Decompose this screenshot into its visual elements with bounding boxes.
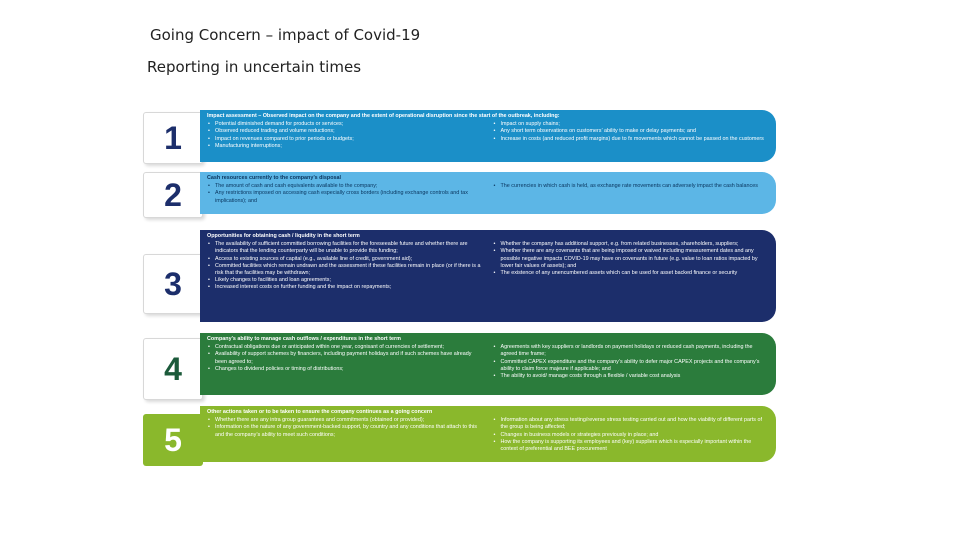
section-5-heading: Other actions taken or to be taken to ensure the company continues as a going concern (207, 409, 433, 415)
list-item: • Committed CAPEX expenditure and the company’s ability to defer major CAPEX projects and the company’s ability to claim force majeure if applicable; and (493, 359, 769, 373)
list-item: • Whether the company has additional support, e.g. from related businesses, shareholders, suppliers; (493, 241, 769, 248)
section-2-heading: Cash resources currently to the company’s disposal (207, 175, 342, 181)
list-item: • Impact on supply chains; (493, 121, 769, 128)
list-item: • Committed facilities which remain undrawn and the assessment if these facilities remain in place (or if there is a risk that the facilities may be withdrawn; (207, 263, 483, 277)
section-1-heading: Impact assessment – Observed impact on the company and the extent of operational disruption since the start of the outbreak, including: (207, 113, 560, 119)
section-2-panel (200, 172, 776, 214)
list-item: • Availability of support schemes by financiers, including payment holidays and if such schemes have already been agreed to; (207, 351, 483, 365)
list-item: • Likely changes to facilities and loan agreements; (207, 277, 483, 284)
list-item: • Manufacturing interruptions; (207, 143, 483, 150)
list-item: • Agreements with key suppliers or landlords on payment holidays or reduced cash payments, including the agreed time frame; (493, 344, 769, 358)
list-item: • Impact on revenues compared to prior periods or budgets; (207, 136, 483, 143)
list-item: • Changes in business models or strategies previously in place; and (493, 432, 769, 439)
list-item: • Access to existing sources of capital (e.g., available line of credit, government aid); (207, 256, 483, 263)
section-number-2: 2 (143, 172, 203, 218)
section-number-5: 5 (143, 414, 203, 466)
section-number-4: 4 (143, 338, 203, 400)
list-item: • The existence of any unencumbered assets which can be used for asset backed finance or security (493, 270, 769, 277)
list-item: • How the company is supporting its employees and (key) suppliers which is especially important within the context of preferential and BEE procurement (493, 439, 769, 453)
slide-subtitle: Reporting in uncertain times (147, 58, 362, 76)
list-item: • The amount of cash and cash equivalents available to the company; (207, 183, 483, 190)
list-item: • Whether there are any intra group guarantees and commitments (obtained or provided); (207, 417, 483, 424)
section-4-panel (200, 333, 776, 395)
list-item: • Contractual obligations due or anticipated within one year, cognisant of currencies of settlement; (207, 344, 483, 351)
section-4-heading: Company’s ability to manage cash outflows / expenditures in the short term (207, 336, 401, 342)
list-item: • Increase in costs (and reduced profit margins) due to fx movements which cannot be passed on the customers (493, 136, 769, 143)
list-item: • Information about any stress testing/reverse stress testing carried out and how the viability of different parts of the group is being affected; (493, 417, 769, 431)
section-number-3: 3 (143, 254, 203, 314)
list-item: • Observed reduced trading and volume reductions; (207, 128, 483, 135)
slide-title: Going Concern – impact of Covid-19 (150, 26, 421, 44)
section-3-heading: Opportunities for obtaining cash / liquidity in the short term (207, 233, 360, 239)
list-item: • Changes to dividend policies or timing of distributions; (207, 366, 483, 373)
section-5-panel (200, 406, 776, 462)
list-item: • Any restrictions imposed on accessing cash especially cross borders (including exchange controls and tax implications); and (207, 190, 483, 204)
list-item: • Whether there are any covenants that are being imposed or waived including measurement dates and any possible negative impacts COVID-19 may have on covenants in future (e.g. value to loan ratios impacted by lower fair values of assets); and (493, 248, 769, 270)
list-item: • Any short term observations on customers’ ability to make or delay payments; and (493, 128, 769, 135)
section-1-panel (200, 110, 776, 162)
list-item: • The availability of sufficient committed borrowing facilities for the foreseeable future and whether there are indicators that the lending counterparty will be unable to provide this funding; (207, 241, 483, 255)
list-item: • The currencies in which cash is held, as exchange rate movements can adversely impact the cash balances (493, 183, 769, 190)
section-3-panel (200, 230, 776, 322)
list-item: • The ability to avoid/ manage costs through a flexible / variable cost analysis (493, 373, 769, 380)
list-item: • Increased interest costs on further funding and the impact on repayments; (207, 284, 483, 291)
section-number-1: 1 (143, 112, 203, 164)
list-item: • Potential diminished demand for products or services; (207, 121, 483, 128)
list-item: • Information on the nature of any government-backed support, by country and any conditions that attach to this and the company’s ability to meet such conditions; (207, 424, 483, 438)
